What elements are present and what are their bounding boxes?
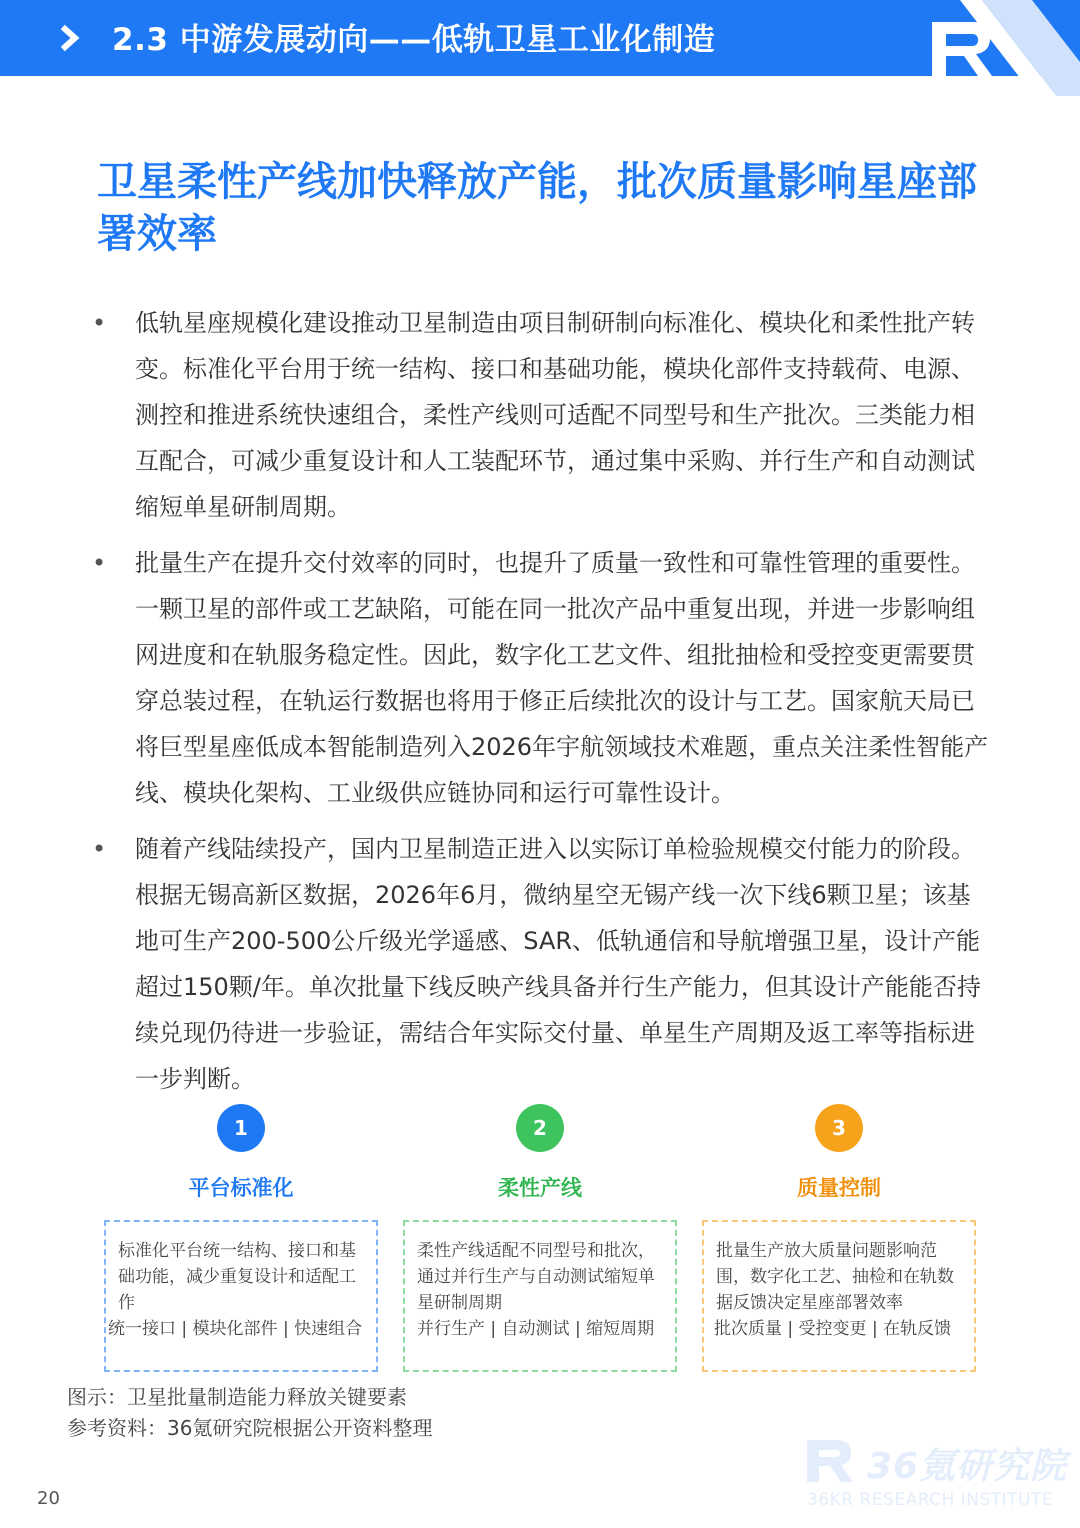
footer-logo bbox=[805, 1436, 1068, 1516]
bullet-list bbox=[92, 300, 992, 1112]
bullet-dot-icon: • bbox=[92, 835, 107, 863]
bullet-text: 低轨星座规模化建设推动卫星制造由项目制研制向标准化、模块化和柔性批产转变。标准化平台用于统一结构、接口和基础功能，模块化部件支持载荷、电源、测控和推进系统快速组合，柔性产线则可适配不同型号和生产批次。三类能力相互配合，可减少重复设计和人工装配环节，通过集中采购、并行生产和自动测试缩短单星研制周期。 bbox=[135, 309, 975, 521]
bullet-item bbox=[92, 300, 992, 530]
column-tags: 统一接口 | 模块化部件 | 快速组合 bbox=[108, 1319, 363, 1339]
column-title: 柔性产线 bbox=[498, 1176, 582, 1200]
step-number-badge: 2 bbox=[516, 1104, 564, 1152]
36kr-watermark-icon bbox=[805, 1438, 857, 1484]
bullet-item bbox=[92, 540, 992, 816]
column-description: 标准化平台统一结构、接口和基础功能，减少重复设计和适配工作 bbox=[118, 1241, 356, 1313]
36kr-logo-icon bbox=[920, 0, 1080, 96]
step-number-badge: 3 bbox=[815, 1104, 863, 1152]
column-box bbox=[702, 1220, 976, 1372]
bullet-text: 随着产线陆续投产，国内卫星制造正进入以实际订单检验规模交付能力的阶段。根据无锡高新区数据，2026年6月，微纳星空无锡产线一次下线6颗卫星；该基地可生产200-500公斤级光学遥感、SAR、低轨通信和导航增强卫星，设计产能超过150颗/年。单次批量下线反映产线具备并行生产能力，但其设计产能能否持续兑现仍待进一步验证，需结合年实际交付量、单星生产周期及返工率等指标进一步判断。 bbox=[135, 835, 981, 1093]
bullet-dot-icon: • bbox=[92, 309, 107, 337]
bullet-text: 批量生产在提升交付效率的同时，也提升了质量一致性和可靠性管理的重要性。一颗卫星的部件或工艺缺陷，可能在同一批次产品中重复出现，并进一步影响组网进度和在轨服务稳定性。因此，数字化工艺文件、组批抽检和受控变更需要贯穿总装过程，在轨运行数据也将用于修正后续批次的设计与工艺。国家航天局已将巨型星座低成本智能制造列入2026年宇航领域技术难题，重点关注柔性智能产线、模块化架构、工业级供应链协同和运行可靠性设计。 bbox=[135, 549, 989, 807]
chevron-right-icon bbox=[58, 22, 88, 54]
column-box bbox=[403, 1220, 677, 1372]
column-tags: 批次质量 | 受控变更 | 在轨反馈 bbox=[714, 1319, 952, 1339]
watermark-subtitle: 36KR RESEARCH INSTITUTE bbox=[807, 1490, 1054, 1510]
bullet-item bbox=[92, 826, 992, 1102]
figure-caption: 图示：卫星批量制造能力释放关键要素 bbox=[67, 1385, 407, 1409]
bullet-dot-icon: • bbox=[92, 549, 107, 577]
watermark-name: 36氪研究院 bbox=[867, 1446, 1068, 1487]
page-number: 20 bbox=[37, 1488, 60, 1509]
column-title: 质量控制 bbox=[797, 1176, 881, 1200]
column-box bbox=[104, 1220, 378, 1372]
column-title: 平台标准化 bbox=[188, 1176, 294, 1200]
column-description: 柔性产线适配不同型号和批次，通过并行生产与自动测试缩短单星研制周期 bbox=[417, 1241, 655, 1313]
page-title: 卫星柔性产线加快释放产能，批次质量影响星座部署效率 bbox=[97, 159, 977, 257]
section-title: 2.3 中游发展动向——低轨卫星工业化制造 bbox=[112, 22, 716, 58]
source-note: 参考资料：36氪研究院根据公开资料整理 bbox=[67, 1416, 433, 1440]
step-number-badge: 1 bbox=[217, 1104, 265, 1152]
column-tags: 并行生产 | 自动测试 | 缩短周期 bbox=[417, 1319, 655, 1339]
column-description: 批量生产放大质量问题影响范围，数字化工艺、抽检和在轨数据反馈决定星座部署效率 bbox=[716, 1241, 954, 1313]
figure-caption-block bbox=[67, 1382, 432, 1444]
